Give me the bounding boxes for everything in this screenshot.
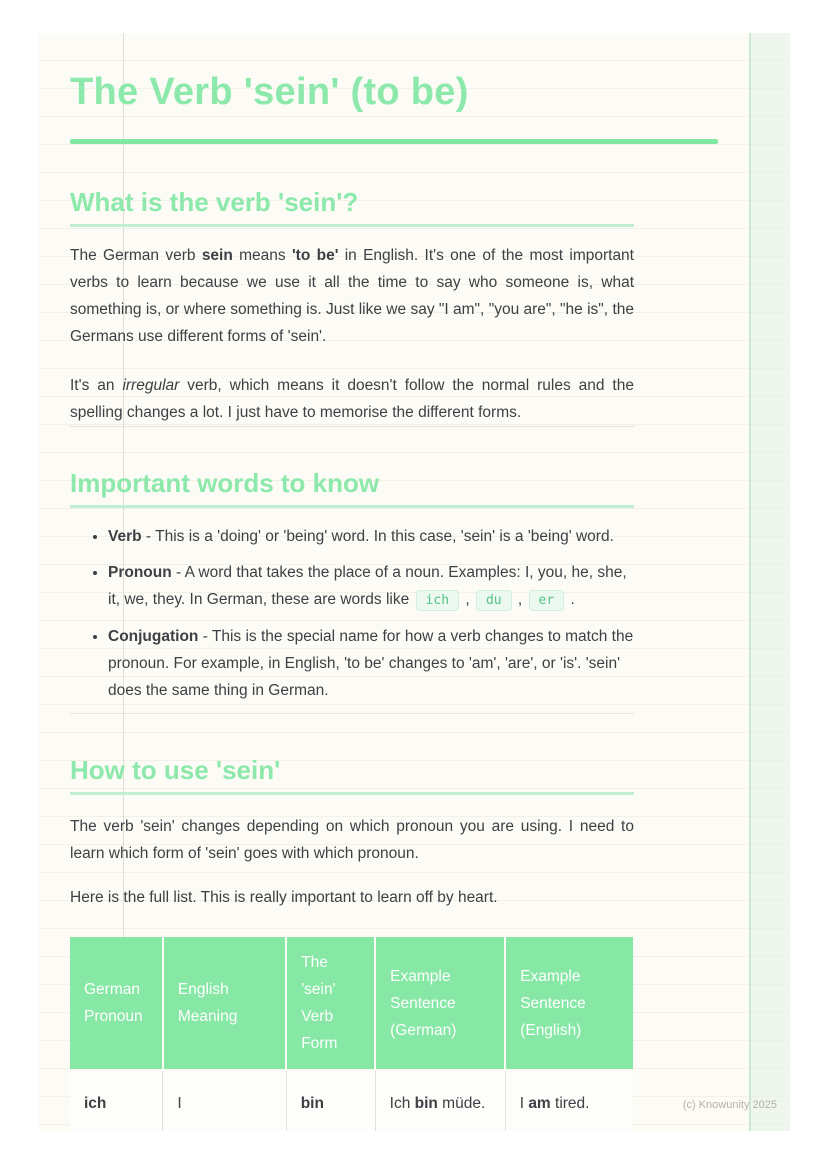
paragraph bbox=[70, 242, 634, 350]
bold-term: Conjugation bbox=[108, 628, 199, 645]
cell-example-german bbox=[375, 1070, 505, 1131]
text-run: It's an bbox=[70, 377, 123, 394]
text-run: in English. It's one of the most important verbs to learn because we use it all the time to say who someone is, what something is, or where something is. Just like we say "I am", "you are", "he is", the Germans use different forms of 'sein'. bbox=[70, 247, 634, 345]
text-run: müde. bbox=[437, 1095, 486, 1112]
paragraph bbox=[70, 372, 634, 426]
header-cell-english-meaning: English Meaning bbox=[163, 937, 286, 1070]
bold-term: sein bbox=[201, 247, 233, 264]
text-run: The German verb bbox=[70, 247, 202, 264]
heading-rule bbox=[70, 505, 634, 508]
inline-code-du: du bbox=[476, 590, 512, 611]
text-run: tired. bbox=[550, 1095, 590, 1112]
page-content bbox=[70, 33, 718, 1131]
table-header-row bbox=[70, 937, 633, 1070]
heading-rule bbox=[70, 792, 634, 795]
cell-meaning: I bbox=[163, 1070, 286, 1131]
cell-form: bin bbox=[286, 1070, 375, 1131]
section-divider bbox=[70, 426, 634, 427]
bold-term: Pronoun bbox=[108, 564, 172, 581]
text-run: - This is the special name for how a verb changes to match the pronoun. For example, in English, 'to be' changes to 'am', 'are', or 'is'. 'sein' does the same thing in German. bbox=[108, 628, 634, 699]
header-cell-german-pronoun: German Pronoun bbox=[70, 937, 163, 1070]
text-run: . bbox=[566, 591, 575, 608]
title-rule bbox=[70, 139, 718, 144]
inline-code-ich: ich bbox=[416, 590, 459, 611]
italic-term: irregular bbox=[122, 377, 180, 394]
section-heading: How to use 'sein' bbox=[70, 755, 281, 785]
header-cell-example-english: Example Sentence (English) bbox=[505, 937, 633, 1070]
paragraph: The verb 'sein' changes depending on which pronoun you are using. I need to learn which form of 'sein' goes with which pronoun. bbox=[70, 818, 634, 862]
header-cell-example-german: Example Sentence (German) bbox=[375, 937, 505, 1070]
list-item bbox=[108, 559, 634, 614]
paragraph: Here is the full list. This is really important to learn off by heart. bbox=[70, 889, 498, 906]
list-item bbox=[108, 623, 634, 704]
text-run: - This is a 'doing' or 'being' word. In this case, 'sein' is a 'being' word. bbox=[141, 528, 614, 545]
text-run: , bbox=[513, 591, 527, 608]
section-what-is-sein bbox=[70, 186, 718, 426]
section-heading: What is the verb 'sein'? bbox=[70, 187, 359, 217]
document-page bbox=[38, 33, 790, 1131]
section-divider bbox=[70, 713, 634, 714]
text-run: Ich bbox=[389, 1095, 415, 1112]
bold-term: bin bbox=[414, 1095, 438, 1112]
cell-example-english bbox=[505, 1070, 633, 1131]
heading-rule bbox=[70, 224, 634, 227]
section-how-to-use bbox=[70, 754, 718, 1131]
text-run: means bbox=[232, 247, 292, 264]
page-title: The Verb 'sein' (to be) bbox=[70, 71, 469, 113]
text-run: - A word that takes the place of a noun. Examples: I, you, he, she, it, we, they. In German, these are words like bbox=[108, 564, 627, 608]
right-margin-strip bbox=[749, 33, 790, 1131]
bold-term: Verb bbox=[108, 528, 142, 545]
bold-term: am bbox=[528, 1095, 551, 1112]
conjugation-table bbox=[70, 937, 633, 1131]
section-heading: Important words to know bbox=[70, 468, 380, 498]
cell-pronoun: ich bbox=[70, 1070, 163, 1131]
header-cell-sein-form: The 'sein' Verb Form bbox=[286, 937, 375, 1070]
bullet-list bbox=[70, 523, 634, 704]
inline-code-er: er bbox=[529, 590, 565, 611]
text-run: verb, which means it doesn't follow the normal rules and the spelling changes a lot. I just have to memorise the different forms. bbox=[70, 377, 634, 421]
bold-term: 'to be' bbox=[291, 247, 339, 264]
list-item bbox=[108, 523, 634, 550]
watermark: (c) Knowunity 2025 bbox=[682, 1099, 777, 1111]
text-run: I bbox=[519, 1095, 529, 1112]
text-run: , bbox=[461, 591, 474, 608]
table-row bbox=[70, 1070, 633, 1131]
section-important-words bbox=[70, 467, 718, 704]
